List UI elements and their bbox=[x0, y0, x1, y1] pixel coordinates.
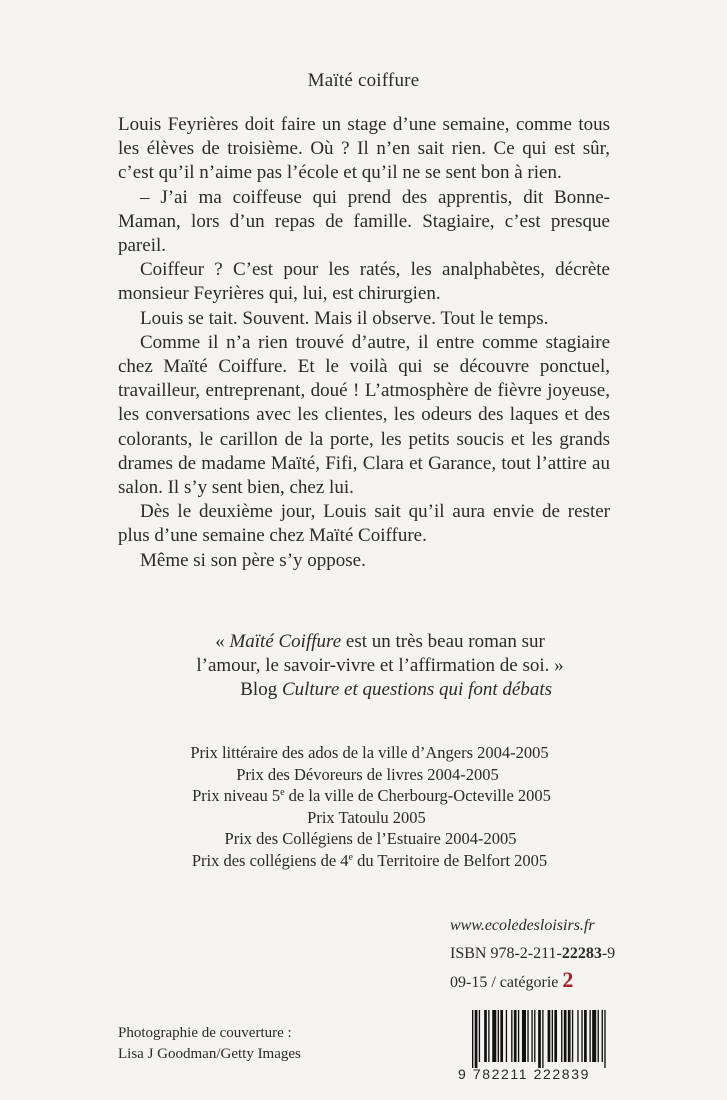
publisher-info bbox=[450, 915, 640, 995]
prize-text: du Territoire de Belfort 2005 bbox=[352, 850, 548, 870]
category-text: 09-15 / catégorie bbox=[450, 974, 559, 991]
synopsis-paragraph: – J’ai ma coiffeuse qui prend des apprentis, dit Bonne-Maman, lors d’un repas de famille. Stagiaire, c’est presque pareil. bbox=[118, 186, 610, 257]
barcode-bar bbox=[514, 1010, 517, 1062]
prize-text: Prix littéraire des ados de la ville d’Angers 2004-2005 bbox=[190, 743, 549, 762]
barcode-bar bbox=[602, 1010, 603, 1062]
photo-credit-name: Lisa J Goodman/Getty Images bbox=[118, 1046, 301, 1062]
synopsis-paragraph: Louis Feyrières doit faire un stage d’une semaine, comme tous les élèves de troisième. Où ? Il n’en sait rien. Ce qui est sûr, c’est qu’il n’aime pas l’école et qu’il ne se sent bon à rien. bbox=[118, 114, 610, 184]
barcode-bar bbox=[568, 1010, 571, 1062]
book-title: Maïté coiffure bbox=[307, 70, 420, 91]
synopsis-paragraph: Coiffeur ? C’est pour les ratés, les analphabètes, décrète monsieur Feyrières qui, lui, est chirurgien. bbox=[118, 259, 610, 305]
barcode-bar bbox=[538, 1010, 541, 1068]
prize-text: Prix niveau 5 bbox=[192, 786, 281, 806]
isbn-suffix: -9 bbox=[601, 945, 616, 962]
synopsis-paragraph: Dès le deuxième jour, Louis sait qu’il aura envie de rester plus d’une semaine chez Maïté Coiffure. bbox=[118, 501, 610, 547]
age-category bbox=[450, 968, 640, 995]
barcode-bar bbox=[488, 1010, 489, 1062]
barcode-bar bbox=[531, 1010, 532, 1062]
quote-source bbox=[170, 678, 590, 702]
barcode-bars bbox=[458, 1010, 644, 1068]
barcode-bar bbox=[584, 1010, 587, 1062]
barcode-bar bbox=[589, 1010, 590, 1062]
isbn-prefix: ISBN 978-2-211- bbox=[450, 945, 562, 962]
barcode-bar bbox=[506, 1010, 507, 1062]
quote-line-1 bbox=[170, 630, 590, 654]
barcode-bar bbox=[592, 1010, 596, 1062]
synopsis-paragraph: Comme il n’a rien trouvé d’autre, il entre comme stagiaire chez Maïté Coiffure. Et le voilà qui se découvre ponctuel, travailleur, entreprenant, doué ! L’atmosphère de fièvre joyeuse, les conversations avec les clientes, les odeurs des laques et des colorants, le carillon de la porte, les petits soucis et les grands drames de madame Maïté, Fifi, Clara et Garance, tout l’attire au salon. Il s’y sent bien, chez lui. bbox=[118, 331, 610, 499]
prize-item bbox=[12, 742, 727, 764]
isbn-bold-part: 22283 bbox=[561, 945, 602, 962]
synopsis-paragraph: Louis se tait. Souvent. Mais il observe. Tout le temps. bbox=[140, 307, 549, 329]
barcode-bar bbox=[492, 1010, 496, 1062]
quote-source-name: Culture et questions qui font débats bbox=[281, 679, 552, 700]
category-number: 2 bbox=[562, 967, 574, 992]
barcode-bar bbox=[498, 1010, 499, 1062]
quote-open-mark: « bbox=[215, 631, 230, 652]
barcode-bar bbox=[561, 1010, 562, 1062]
prize-text: Prix des Collégiens de l’Estuaire 2004-2005 bbox=[224, 829, 517, 849]
quote-line-2: l’amour, le savoir-vivre et l’affirmation de soi. » bbox=[196, 655, 564, 676]
photo-credit bbox=[118, 1023, 378, 1065]
prize-item bbox=[14, 828, 727, 850]
barcode-bar bbox=[475, 1010, 478, 1068]
barcode-bar bbox=[534, 1010, 535, 1062]
prizes-list bbox=[0, 742, 727, 872]
prize-text: Prix Tatoulu 2005 bbox=[307, 807, 426, 827]
barcode-bar bbox=[577, 1010, 578, 1062]
synopsis-paragraph: Même si son père s’y oppose. bbox=[140, 549, 366, 571]
review-quote bbox=[170, 630, 590, 702]
publisher-website: www.ecoledesloisirs.fr bbox=[450, 917, 595, 934]
quote-book-title: Maïté Coiffure bbox=[229, 631, 342, 652]
prize-item bbox=[12, 850, 727, 872]
photo-credit-label: Photographie de couverture : bbox=[118, 1025, 292, 1041]
barcode-bar bbox=[479, 1010, 480, 1062]
barcode-bar bbox=[554, 1010, 557, 1062]
barcode-digits: 9 782211 222839 bbox=[458, 1066, 590, 1082]
synopsis bbox=[118, 113, 610, 573]
barcode-bar bbox=[572, 1010, 573, 1062]
barcode-bar bbox=[527, 1010, 528, 1062]
prize-item bbox=[6, 807, 727, 829]
barcode-bar bbox=[472, 1010, 473, 1068]
barcode-bar bbox=[548, 1010, 551, 1062]
prize-text: Prix des Dévoreurs de livres 2004-2005 bbox=[236, 764, 499, 784]
barcode-bar bbox=[564, 1010, 567, 1062]
barcode-bar bbox=[598, 1010, 599, 1062]
prize-text: de la ville de Cherbourg-Octeville 2005 bbox=[284, 786, 551, 806]
prize-superscript: e bbox=[348, 851, 353, 863]
barcode-bar bbox=[604, 1010, 605, 1068]
barcode-bar bbox=[511, 1010, 512, 1062]
barcode-bar bbox=[484, 1010, 487, 1062]
prize-text: Prix des collégiens de 4 bbox=[191, 850, 349, 870]
prize-superscript: e bbox=[280, 787, 285, 799]
quote-text: est un très beau roman sur bbox=[341, 631, 545, 652]
barcode bbox=[458, 1010, 644, 1080]
barcode-bar bbox=[518, 1010, 519, 1062]
quote-source-prefix: Blog bbox=[240, 679, 282, 700]
prize-item bbox=[8, 764, 727, 786]
isbn bbox=[450, 944, 640, 964]
barcode-bar bbox=[542, 1010, 543, 1068]
barcode-bar bbox=[522, 1010, 526, 1062]
prize-item bbox=[16, 785, 727, 807]
barcode-bar bbox=[500, 1010, 503, 1062]
barcode-bar bbox=[581, 1010, 582, 1062]
barcode-bar bbox=[552, 1010, 553, 1062]
